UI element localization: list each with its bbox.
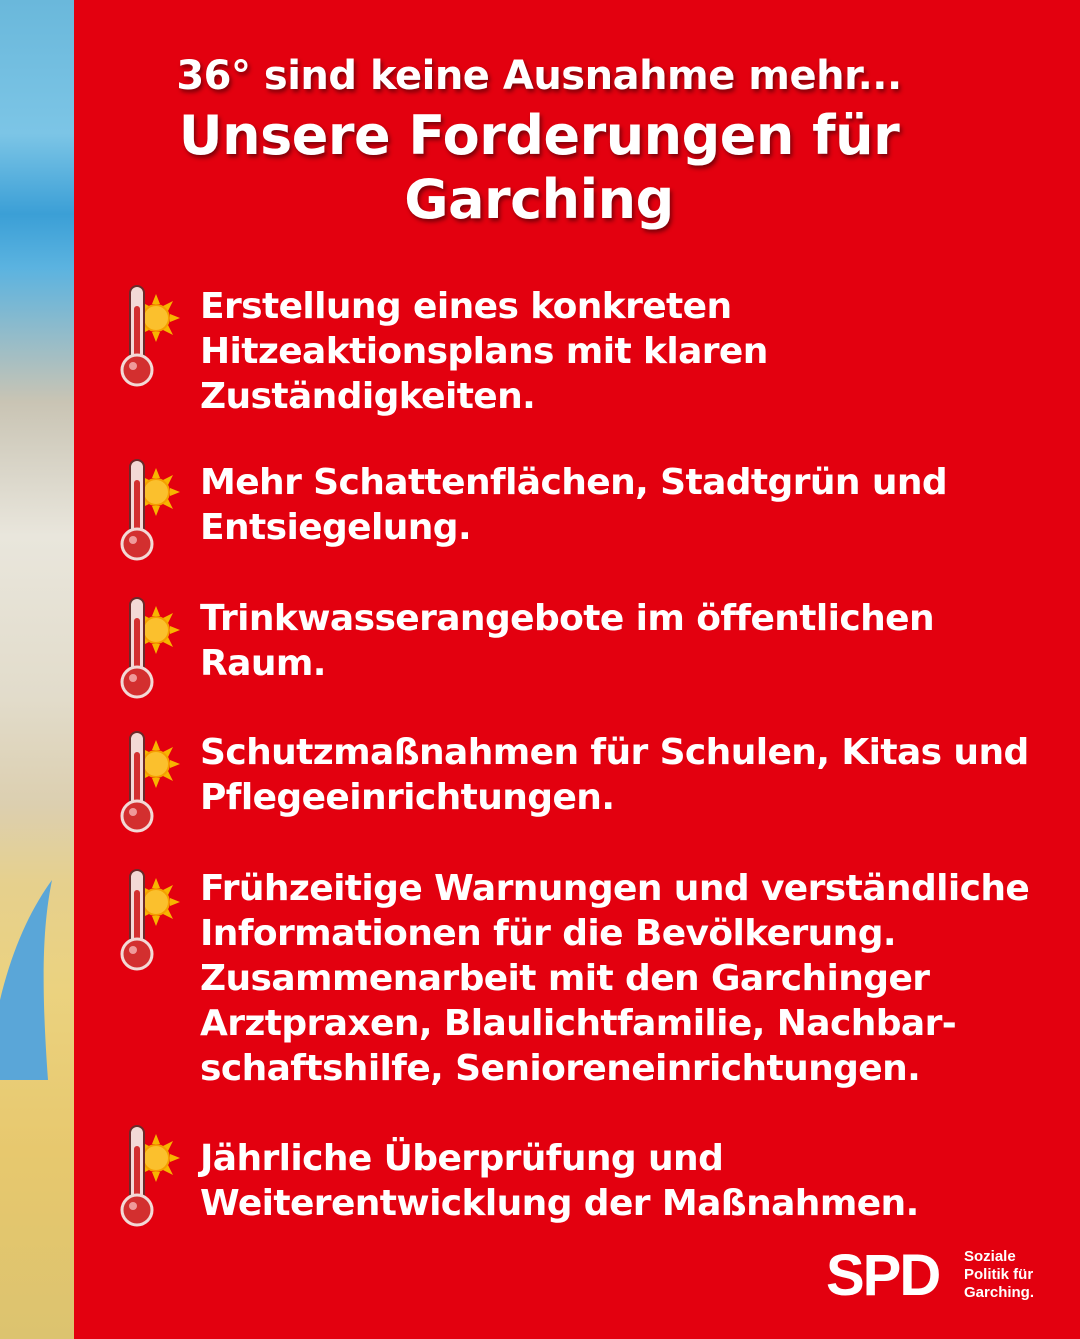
thermometer-sun-icon [112,728,192,838]
thermometer-sun-icon [112,456,192,566]
header-subtitle: 36° sind keine Ausnahme mehr... [176,53,902,99]
header-title: Unsere Forderungen für Garching [178,104,900,231]
spd-logo [826,1244,1066,1308]
list-item-text: Schutzmaßnahmen für Schulen, Kitas und Pflegeeinrichtungen. [200,732,1029,818]
thermometer-sun-icon [112,866,192,976]
thermometer-sun-icon [112,594,192,704]
list-item-text: Frühzeitige Warnungen und verständliche Informationen für die Bevölkerung. Zusammenarbeit mit den Garchinger Arztpraxen, Blaulichtfamilie, Nachbar- schaftshilfe, Senioreneinrichtungen. [200,868,1030,1089]
list-item-text: Erstellung eines konkreten Hitzeaktionsplans mit klaren Zuständigkeiten. [200,286,768,417]
list-item-text: Jährliche Überprüfung und Weiterentwicklung der Maßnahmen. [200,1138,919,1224]
list-item-text: Trinkwasserangebote im öffentlichen Raum. [200,598,934,684]
logo-wordmark: SPD [826,1243,940,1308]
list-item-text: Mehr Schattenflächen, Stadtgrün und Entsiegelung. [200,462,948,548]
thermometer-sun-icon [112,282,192,392]
thermometer-sun-icon [112,1122,192,1232]
logo-tagline: Soziale Politik für Garching. [964,1248,1035,1301]
